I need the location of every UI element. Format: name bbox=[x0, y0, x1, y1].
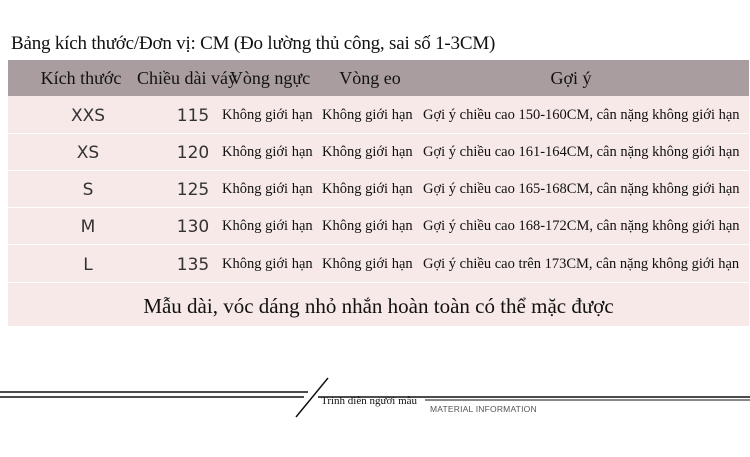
length-cell: 120 bbox=[176, 143, 210, 163]
note-cell: Gợi ý chiều cao 165-168CM, cân nặng không giới hạn bbox=[423, 181, 740, 197]
length-cell: 130 bbox=[176, 217, 210, 237]
length-cell: 125 bbox=[176, 180, 210, 200]
size-chart-caption: Bảng kích thước/Đơn vị: CM (Đo lường thủ công, sai số 1-3CM) bbox=[11, 33, 496, 54]
note-cell: Gợi ý chiều cao 161-164CM, cân nặng không giới hạn bbox=[423, 144, 740, 160]
note-cell: Gợi ý chiều cao 150-160CM, cân nặng không giới hạn bbox=[423, 107, 740, 123]
waist-cell: Không giới hạn bbox=[322, 218, 413, 234]
waist-cell: Không giới hạn bbox=[322, 107, 413, 123]
header-note: Gợi ý bbox=[550, 68, 592, 88]
header-length: Chiều dài váy bbox=[137, 68, 237, 88]
table-row bbox=[8, 98, 749, 134]
length-cell: 115 bbox=[176, 106, 210, 126]
size-cell: S bbox=[82, 180, 94, 200]
table-row bbox=[8, 209, 749, 245]
header-size: Kích thước bbox=[40, 68, 122, 88]
waist-cell: Không giới hạn bbox=[322, 181, 413, 197]
header-waist: Vòng eo bbox=[339, 68, 401, 88]
waist-cell: Không giới hạn bbox=[322, 144, 413, 160]
size-cell: XXS bbox=[70, 106, 106, 126]
chest-cell: Không giới hạn bbox=[222, 107, 313, 123]
table-row bbox=[8, 135, 749, 171]
chest-cell: Không giới hạn bbox=[222, 181, 313, 197]
size-table bbox=[8, 60, 749, 326]
note-cell: Gợi ý chiều cao 168-172CM, cân nặng không giới hạn bbox=[423, 218, 740, 234]
section-label: Trình diễn người mẫu bbox=[321, 395, 418, 407]
fit-note: Mẫu dài, vóc dáng nhỏ nhắn hoàn toàn có thể mặc được bbox=[143, 294, 614, 318]
chest-cell: Không giới hạn bbox=[222, 144, 313, 160]
table-header bbox=[8, 60, 749, 96]
note-cell: Gợi ý chiều cao trên 173CM, cân nặng không giới hạn bbox=[423, 256, 740, 272]
header-chest: Vòng ngực bbox=[229, 68, 311, 88]
size-cell: XS bbox=[76, 143, 100, 163]
section-sublabel: MATERIAL INFORMATION bbox=[430, 404, 537, 414]
length-cell: 135 bbox=[176, 255, 210, 275]
chest-cell: Không giới hạn bbox=[222, 256, 313, 272]
table-row bbox=[8, 172, 749, 208]
size-cell: L bbox=[83, 255, 93, 275]
chest-cell: Không giới hạn bbox=[222, 218, 313, 234]
table-row bbox=[8, 247, 749, 283]
size-cell: M bbox=[80, 217, 96, 237]
waist-cell: Không giới hạn bbox=[322, 256, 413, 272]
